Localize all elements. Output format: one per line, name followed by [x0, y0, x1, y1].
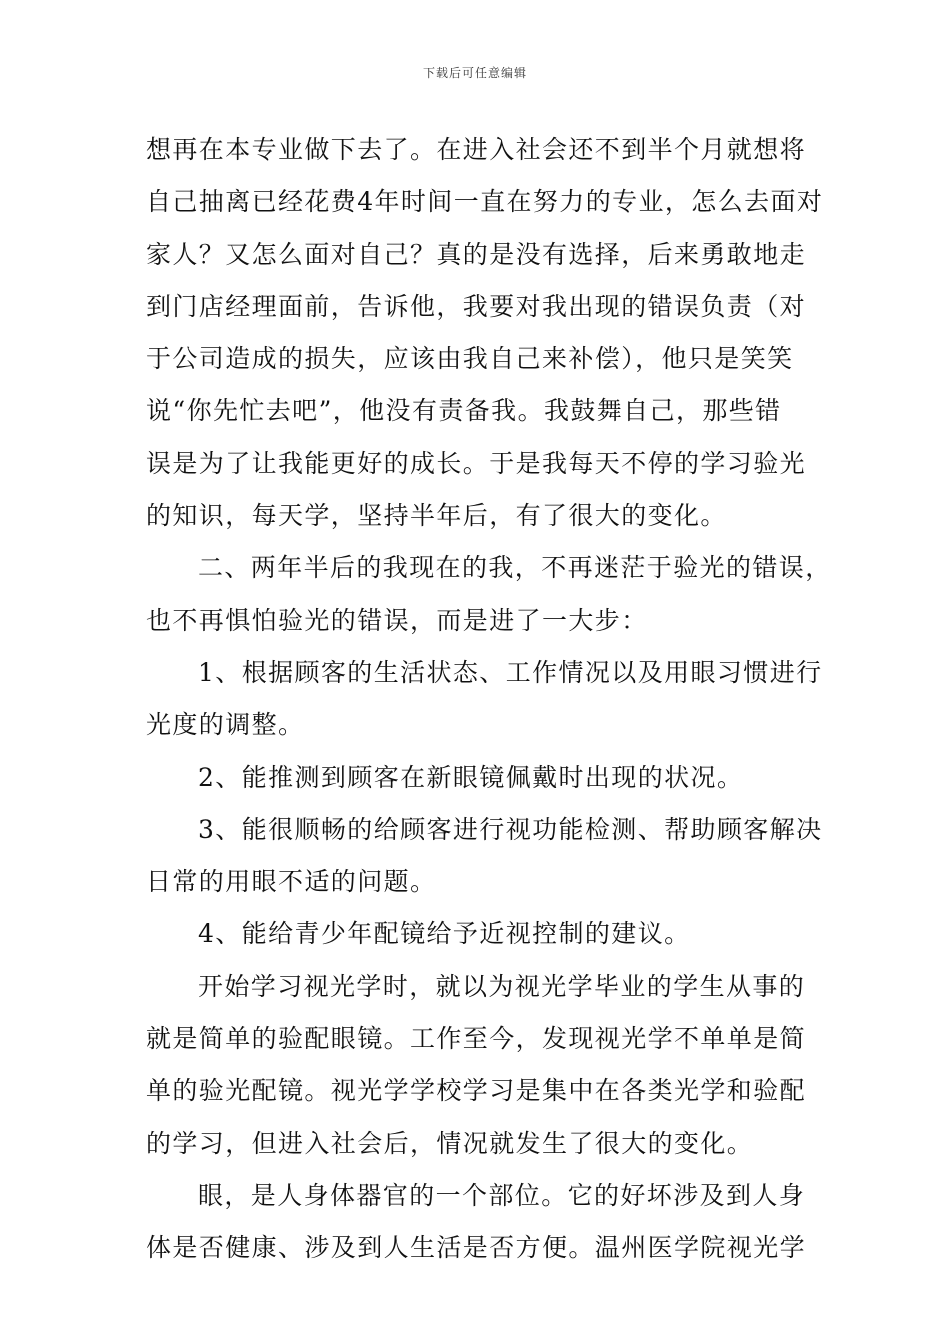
- body-text: [146, 124, 832, 1275]
- text-line: 想再在本专业做下去了。在进入社会还不到半个月就想将: [146, 135, 807, 164]
- text-line: 3、能很顺畅的给顾客进行视功能检测、帮助顾客解决: [198, 814, 823, 844]
- text-line: 体是否健康、涉及到人生活是否方便。温州医学院视光学: [146, 1233, 807, 1263]
- text-line: 到门店经理面前，告诉他，我要对我出现的错误负责（对: [146, 291, 807, 321]
- text-line: 单的验光配镜。视光学学校学习是集中在各类光学和验配: [146, 1076, 807, 1106]
- text-line: 日常的用眼不适的问题。: [146, 867, 437, 897]
- text-line: 二、两年半后的我现在的我，不再迷茫于验光的错误，: [198, 553, 832, 583]
- text-line: 自己抽离已经花费4年时间一直在努力的专业，怎么去面对: [146, 187, 824, 217]
- text-line: 就是简单的验配眼镜。工作至今，发现视光学不单单是简: [146, 1024, 807, 1054]
- text-line: 家人？又怎么面对自己？真的是没有选择，后来勇敢地走: [146, 239, 807, 269]
- text-line: 的学习，但进入社会后，情况就发生了很大的变化。: [146, 1128, 754, 1158]
- page-header: 下载后可任意编辑: [422, 66, 527, 80]
- text-line: 光度的调整。: [146, 710, 305, 740]
- text-line: 说“你先忙去吧”，他没有责备我。我鼓舞自己，那些错: [146, 396, 782, 426]
- text-line: 4、能给青少年配镜给予近视控制的建议。: [198, 919, 691, 949]
- text-line: 眼，是人身体器官的一个部位。它的好坏涉及到人身: [198, 1180, 806, 1210]
- text-line: 也不再惧怕验光的错误，而是进了一大步：: [146, 605, 648, 635]
- text-line: 的知识，每天学，坚持半年后，有了很大的变化。: [146, 501, 727, 531]
- text-line: 2、能推测到顾客在新眼镜佩戴时出现的状况。: [198, 762, 744, 792]
- text-line: 开始学习视光学时，就以为视光学毕业的学生从事的: [198, 971, 806, 1001]
- text-line: 误是为了让我能更好的成长。于是我每天不停的学习验光: [146, 448, 807, 478]
- text-line: 1、根据顾客的生活状态、工作情况以及用眼习惯进行: [198, 657, 823, 687]
- text-line: 于公司造成的损失，应该由我自己来补偿），他只是笑笑: [146, 344, 794, 374]
